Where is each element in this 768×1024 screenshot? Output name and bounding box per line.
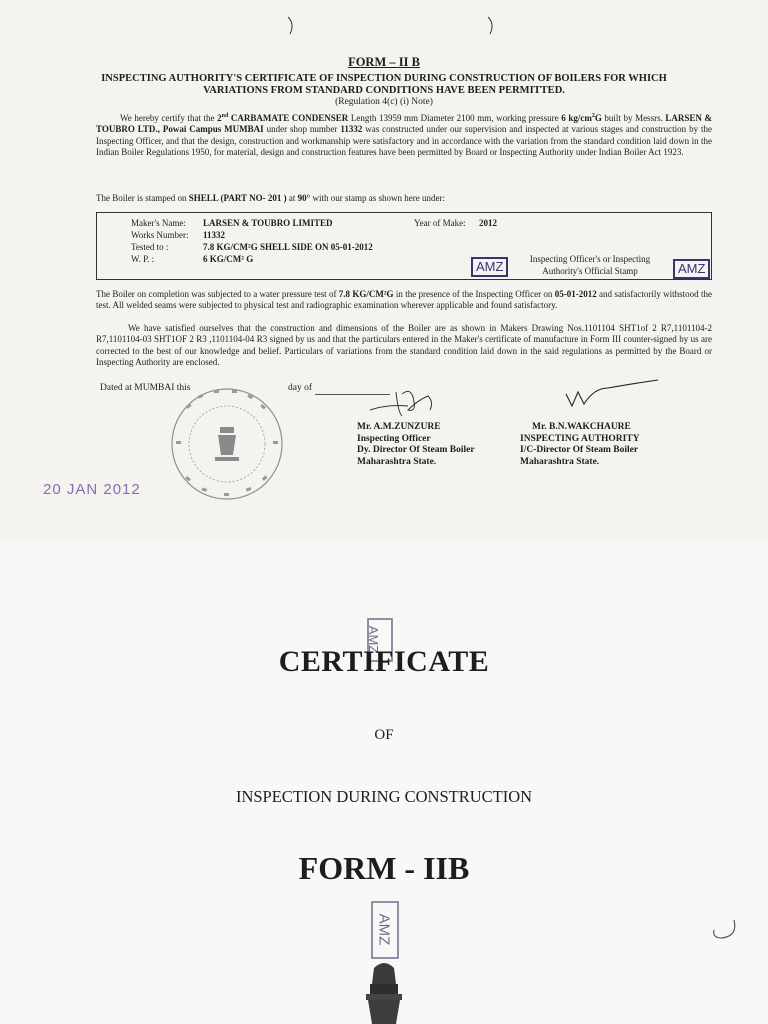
para1-maker: LARSEN & TOUBRO LTD., Powai Campus MUMBAI: [96, 113, 712, 135]
year-of-make-label: Year of Make:: [414, 218, 466, 228]
drawings-paragraph: We have satisfied ourselves that the construction and dimensions of the Boiler are as shown in Makers Drawing Nos.1101104 SHT1of 2 R7,1101104-2 R7,1101104-03 SHT1OF 2 R3 ,1101104-04 R3 signed by us and that the particulars entered in the Maker's certificate of manufacture in Form III counter-signed by us are corrected to the best of our knowledge and belief. Particulars of variations from the standard condition laid down in the said regulations as permitted by the Board or Inspecting Authority are enclosed.: [96, 323, 712, 368]
officer-role: Inspecting Officer: [357, 433, 431, 444]
wp-value: 6 KG/CM² G: [203, 254, 254, 264]
tested-to-label: Tested to :: [131, 242, 169, 252]
cover-title: CERTIFICATE: [278, 645, 490, 678]
officer-title: Dy. Director Of Steam Boiler: [357, 445, 475, 455]
inspecting-authority-signature-icon: [560, 374, 670, 414]
heading-line-2: VARIATIONS FROM STANDARD CONDITIONS HAVE BEEN PERMITTED.: [203, 85, 565, 96]
regulation-note: (Regulation 4(c) (i) Note): [335, 97, 433, 107]
tested-to-value: 7.8 KG/CM²G SHELL SIDE ON 05-01-2012: [203, 242, 373, 252]
amz-stamp-right: AMZ: [673, 259, 710, 279]
test-presence: in the presence of the Inspecting Officer on: [393, 289, 555, 299]
stamp-line-angle: 90°: [297, 193, 311, 203]
national-emblem-icon: [360, 958, 408, 1024]
test-date: 05-01-2012: [554, 289, 597, 299]
para1-shop-number: 11332: [340, 124, 363, 135]
heading-line-1: INSPECTING AUTHORITY'S CERTIFICATE OF INSPECTION DURING CONSTRUCTION OF BOILERS FOR WHICH: [101, 73, 667, 84]
officer-state: Maharashtra State.: [357, 456, 437, 467]
amz-stamp-rotated-bottom-text: AMZ: [375, 913, 393, 946]
test-text: The Boiler on completion was subjected to a water pressure test of: [96, 289, 339, 299]
test-pressure: 7.8 KG/CM²G: [338, 289, 394, 299]
authority-state: Maharashtra State.: [520, 456, 600, 467]
para1-pressure: 6 kg/cm: [561, 113, 592, 123]
makers-name-label: Maker's Name:: [131, 218, 186, 228]
cover-subtitle: INSPECTION DURING CONSTRUCTION: [235, 787, 533, 806]
para1-rest: was constructed under our supervision and inspected at various stages and construction by the Inspecting Officer, and that the design, construction and workmanship were satisfactory and in accordance with the variation from the standard condition laid down in the Indian Boiler Regulations 1950, for material, design and construction features have been permitted by Board or Inspecting Authority under Indian Boiler Act 1923.: [96, 124, 712, 158]
stamp-caption-line-2: Authority's Official Stamp: [542, 265, 638, 276]
authority-role: INSPECTING AUTHORITY: [520, 433, 640, 444]
para1-text: We hereby certify that the: [120, 113, 218, 123]
works-number-label: Works Number:: [131, 230, 189, 240]
official-stamp-caption: [515, 254, 665, 277]
authority-title: I/C-Director Of Steam Boiler: [520, 445, 639, 455]
makers-name-value: LARSEN & TOUBRO LIMITED: [203, 218, 333, 228]
para1-number: 2: [217, 113, 222, 123]
para1-pressure-g: G: [594, 113, 602, 123]
officer-name: Mr. A.M.ZUNZURE: [357, 422, 441, 432]
dated-label: Dated at MUMBAI this: [100, 383, 191, 393]
amz-stamp-left: AMZ: [471, 257, 508, 277]
para1-built-by: built by Messrs.: [601, 113, 666, 123]
para1-dimensions: Length 13959 mm Diameter 2100 mm, working pressure: [348, 113, 562, 123]
stamp-line-at: at: [286, 193, 298, 203]
para1-ordinal: nd: [221, 113, 229, 119]
stamp-location-line: [96, 193, 712, 204]
year-of-make-value: 2012: [479, 218, 497, 228]
stamp-caption-line-1: Inspecting Officer's or Inspecting: [529, 254, 651, 264]
certificate-heading: [70, 73, 698, 97]
para1-shop-label: under shop number: [263, 124, 341, 135]
cover-of: OF: [374, 727, 394, 743]
received-date-stamp: 20 JAN 2012: [43, 481, 141, 498]
stamp-line-rest: with our stamp as shown here under:: [310, 193, 445, 203]
para1-pressure-exp: 2: [591, 113, 595, 119]
amz-stamp-rotated-top-text: AMZ: [366, 625, 382, 654]
form-title: FORM – II B: [348, 55, 420, 69]
cover-form-title: FORM - IIB: [298, 850, 470, 886]
stamp-line-part: SHELL (PART NO- 201 ): [188, 193, 287, 203]
curl-mark-icon: [704, 916, 744, 946]
inspecting-officer-signature-icon: [368, 382, 458, 422]
inspecting-authority-block: [520, 422, 688, 468]
stamp-details-box: [96, 212, 712, 280]
certification-paragraph: [96, 111, 712, 159]
pressure-test-paragraph: [96, 289, 712, 312]
round-seal-icon: [168, 385, 286, 503]
inspecting-officer-block: [357, 422, 475, 468]
wp-label: W. P. :: [131, 254, 155, 264]
test-rest: and satisfactorily withstood the test. All welded seams were subjected to physical test and radiographic examination wherever applicable and found satisfactory.: [96, 289, 712, 311]
stamp-line-text: The Boiler is stamped on: [96, 193, 189, 203]
works-number-value: 11332: [203, 230, 226, 240]
day-of-label: day of: [288, 383, 313, 393]
punch-mark-icons: [280, 14, 500, 38]
para1-equipment: CARBAMATE CONDENSER: [228, 113, 349, 123]
authority-name: Mr. B.N.WAKCHAURE: [532, 422, 631, 432]
